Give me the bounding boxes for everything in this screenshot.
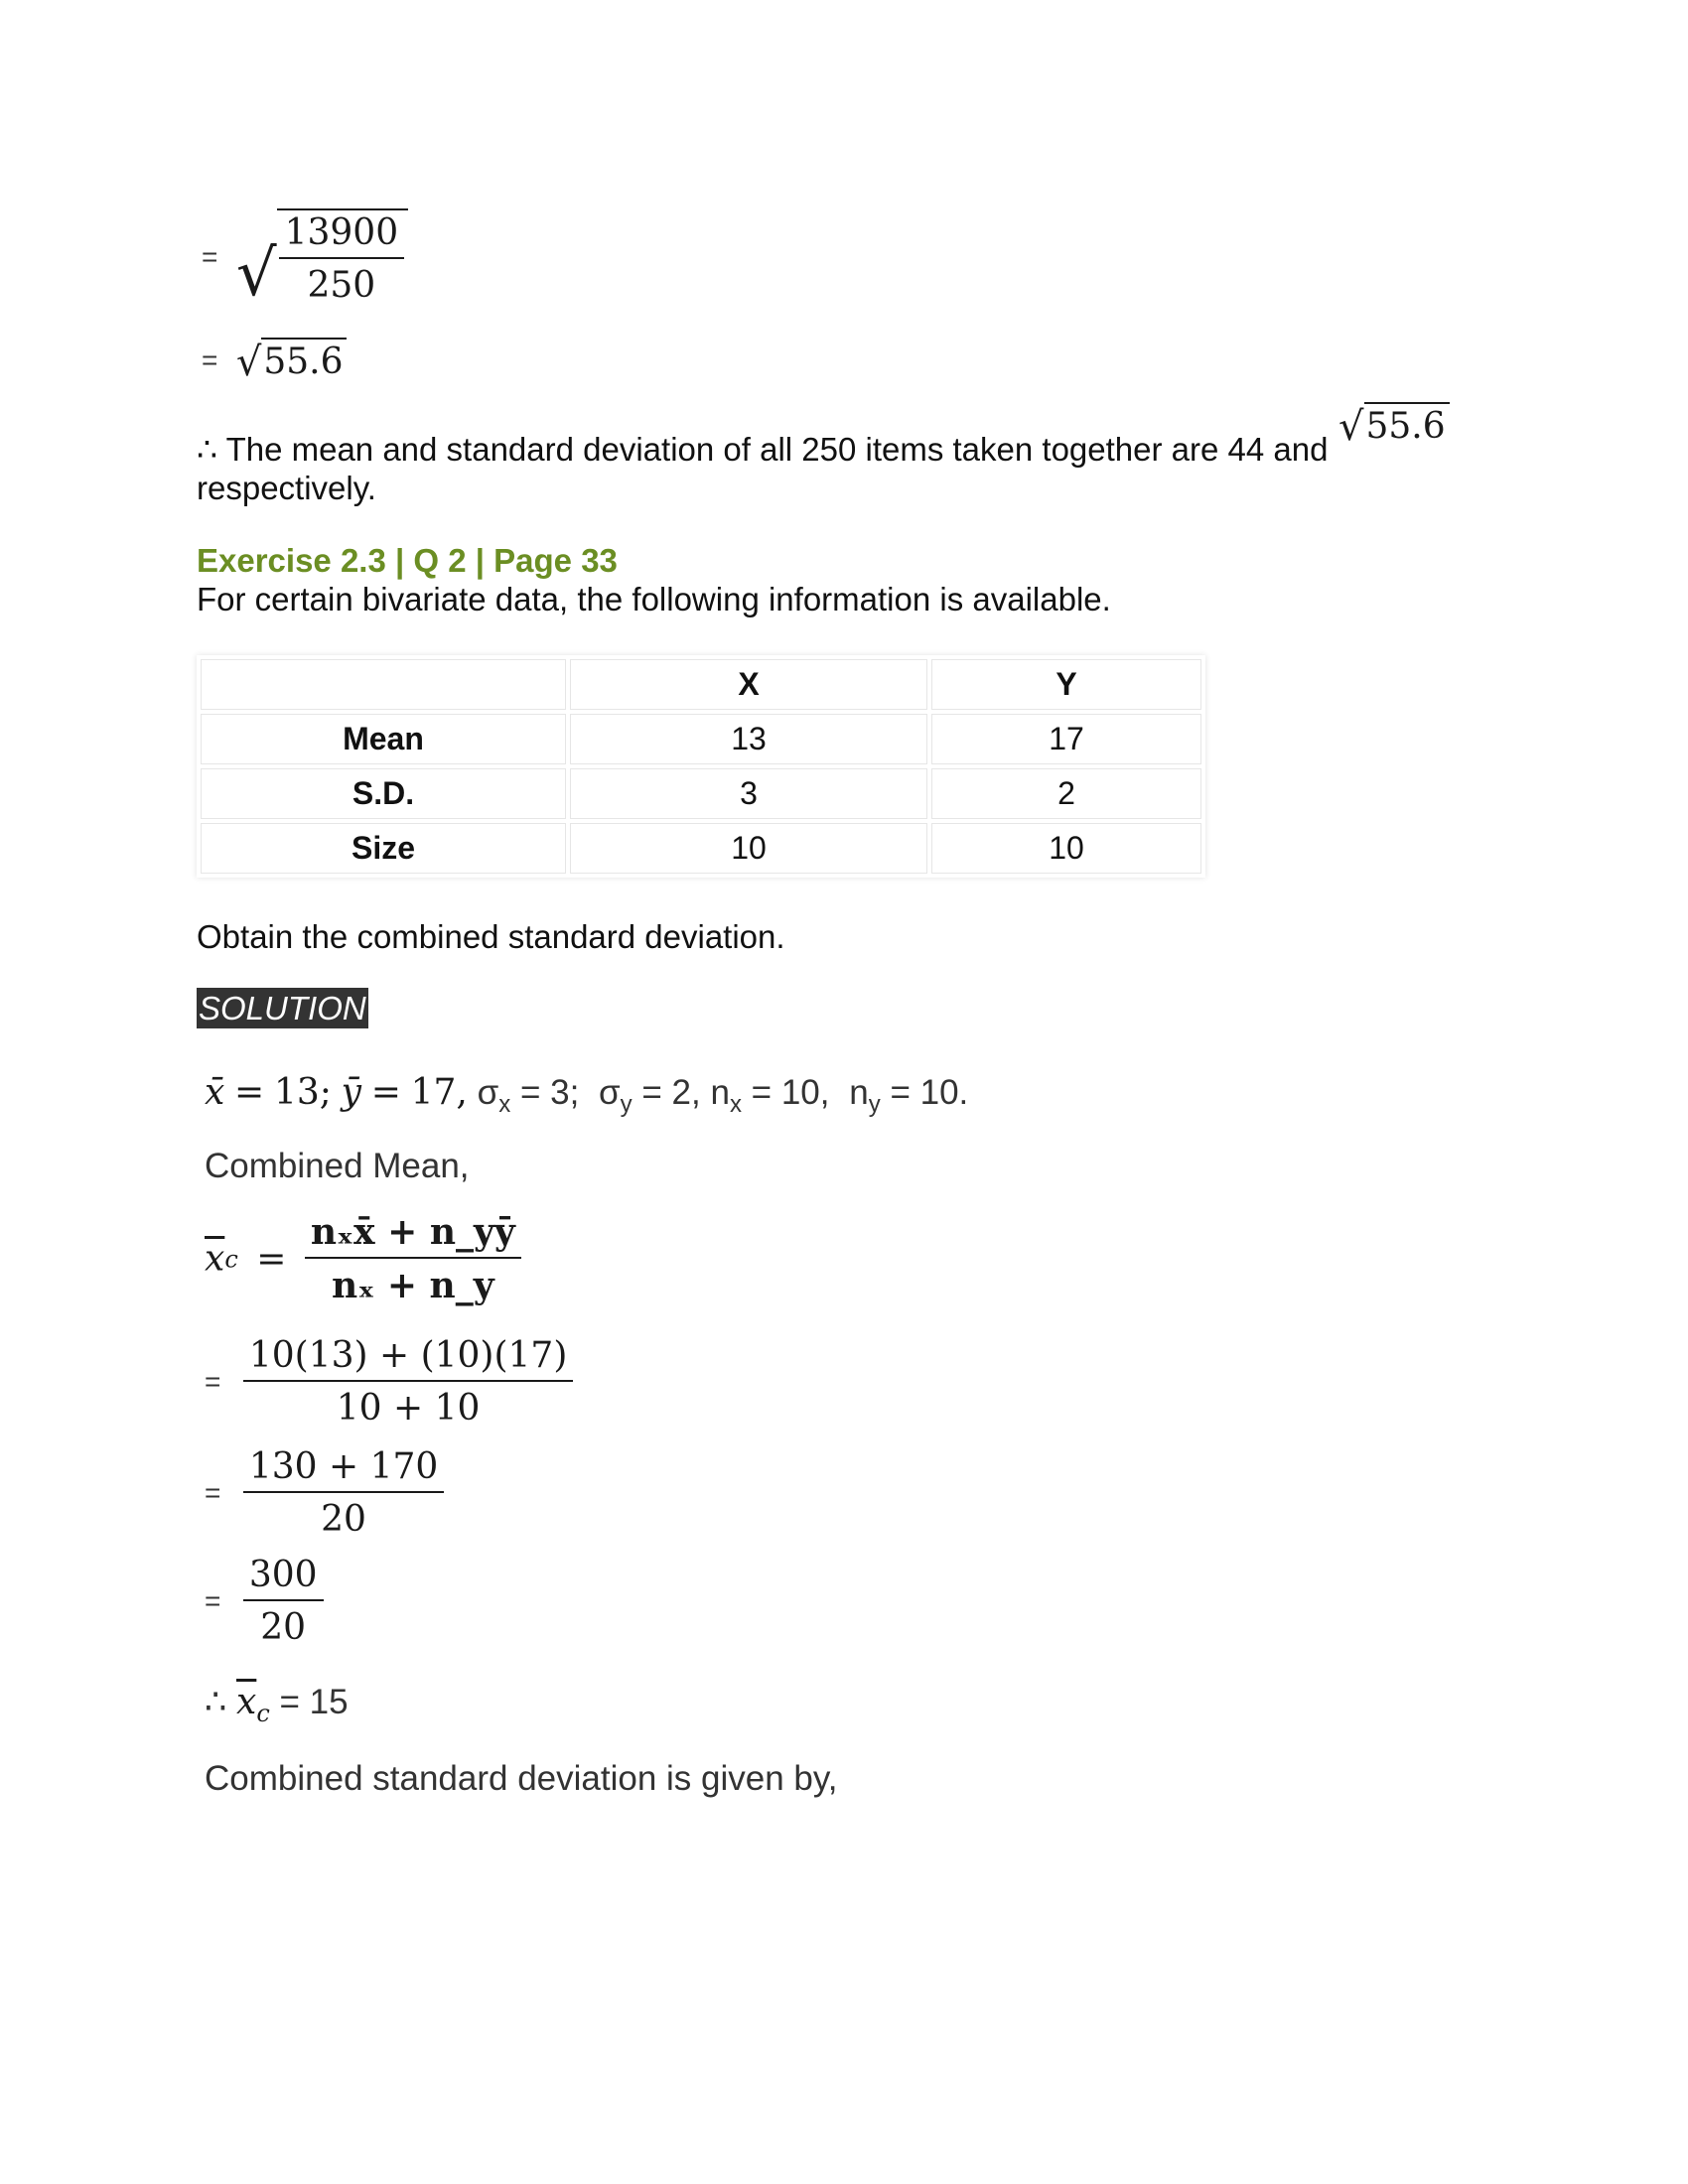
- table-cell: 10: [570, 823, 927, 874]
- step-2: = $\frac{130 + 170}{20}$: [205, 1446, 444, 1540]
- fraction-numerator: 300: [248, 1555, 318, 1595]
- step-3: = $\frac{300}{20}$: [205, 1555, 324, 1648]
- conclusion-text: ∴ The mean and standard deviation of all 250 items taken together are 44 and: [197, 431, 1329, 468]
- question-heading: Exercise 2.3 | Q 2 | Page 33: [197, 542, 618, 579]
- step-1: = $\frac{10(13) + (10)(17)}{10 + 10}$: [205, 1335, 573, 1429]
- fraction-denominator: 20: [260, 1607, 307, 1648]
- table-header-cell: Y: [931, 659, 1201, 710]
- eq-line-sqrt: [202, 338, 347, 385]
- bivariate-table: [197, 655, 1205, 878]
- fraction-numerator: 13900: [284, 212, 399, 253]
- y-bar-symbol: ȳ: [341, 1072, 361, 1113]
- fraction-denominator: 250: [307, 265, 376, 306]
- given-values-line: x̄ = 13; ȳ = 17, $\sigma_x = 3$; $\sigma_y = 2$, $n_x = 10$, $n_y = 10$.: [205, 1072, 969, 1118]
- equals-sign: =: [202, 343, 218, 375]
- radical-icon: √: [1338, 404, 1364, 450]
- equals-sign: =: [202, 241, 218, 272]
- sqrt-fraction: [235, 208, 408, 311]
- therefore-icon: ∴: [205, 1683, 227, 1721]
- combined-mean-label: Combined Mean,: [205, 1147, 470, 1185]
- table-header-cell: [201, 659, 566, 710]
- combined-sd-label: Combined standard deviation is given by,: [205, 1759, 838, 1798]
- conclusion-sqrt: √ 55.6: [1338, 402, 1450, 447]
- table-cell: 2: [931, 768, 1201, 819]
- table-row: [201, 768, 1201, 819]
- table-row: [201, 823, 1201, 874]
- table-cell: 13: [570, 714, 927, 764]
- question-task: Obtain the combined standard deviation.: [197, 918, 785, 955]
- radical-icon: √: [235, 237, 277, 311]
- combined-mean-result: ∴ $\overline{x}_c = 15$: [205, 1682, 349, 1727]
- sqrt-value: √ 55.6: [236, 338, 348, 382]
- fraction-denominator: 10 + 10: [336, 1388, 481, 1429]
- combined-mean-formula: $\overline{x}_c$ = $\frac{\text{nₓx̄ + n\_yȳ}}{\text{nₓ + n\_y}}$: [205, 1211, 521, 1306]
- eq-line-sqrt-fraction: [202, 208, 408, 311]
- fraction-numerator: 10(13) + (10)(17): [248, 1335, 568, 1376]
- table-cell: 17: [931, 714, 1201, 764]
- table-cell: 10: [931, 823, 1201, 874]
- fraction-numerator: 130 + 170: [248, 1446, 439, 1487]
- table-row: [201, 714, 1201, 764]
- table-header-cell: X: [570, 659, 927, 710]
- solution-badge: SOLUTION: [199, 990, 366, 1026]
- table-header-row: [201, 659, 1201, 710]
- question-intro: For certain bivariate data, the following information is available.: [197, 581, 1111, 617]
- fraction-denominator: 20: [321, 1499, 366, 1540]
- fraction-numerator: nₓx̄ + n_yȳ: [310, 1211, 515, 1253]
- conclusion-tail: respectively.: [197, 470, 376, 506]
- row-label: Size: [201, 823, 566, 874]
- row-label: S.D.: [201, 768, 566, 819]
- row-label: Mean: [201, 714, 566, 764]
- radical-icon: √: [235, 340, 262, 385]
- table-cell: 3: [570, 768, 927, 819]
- xc-bar-symbol: $\overline{x}$: [205, 1238, 225, 1280]
- fraction-denominator: nₓ + n_y: [332, 1265, 494, 1306]
- x-bar-symbol: x̄: [205, 1072, 225, 1113]
